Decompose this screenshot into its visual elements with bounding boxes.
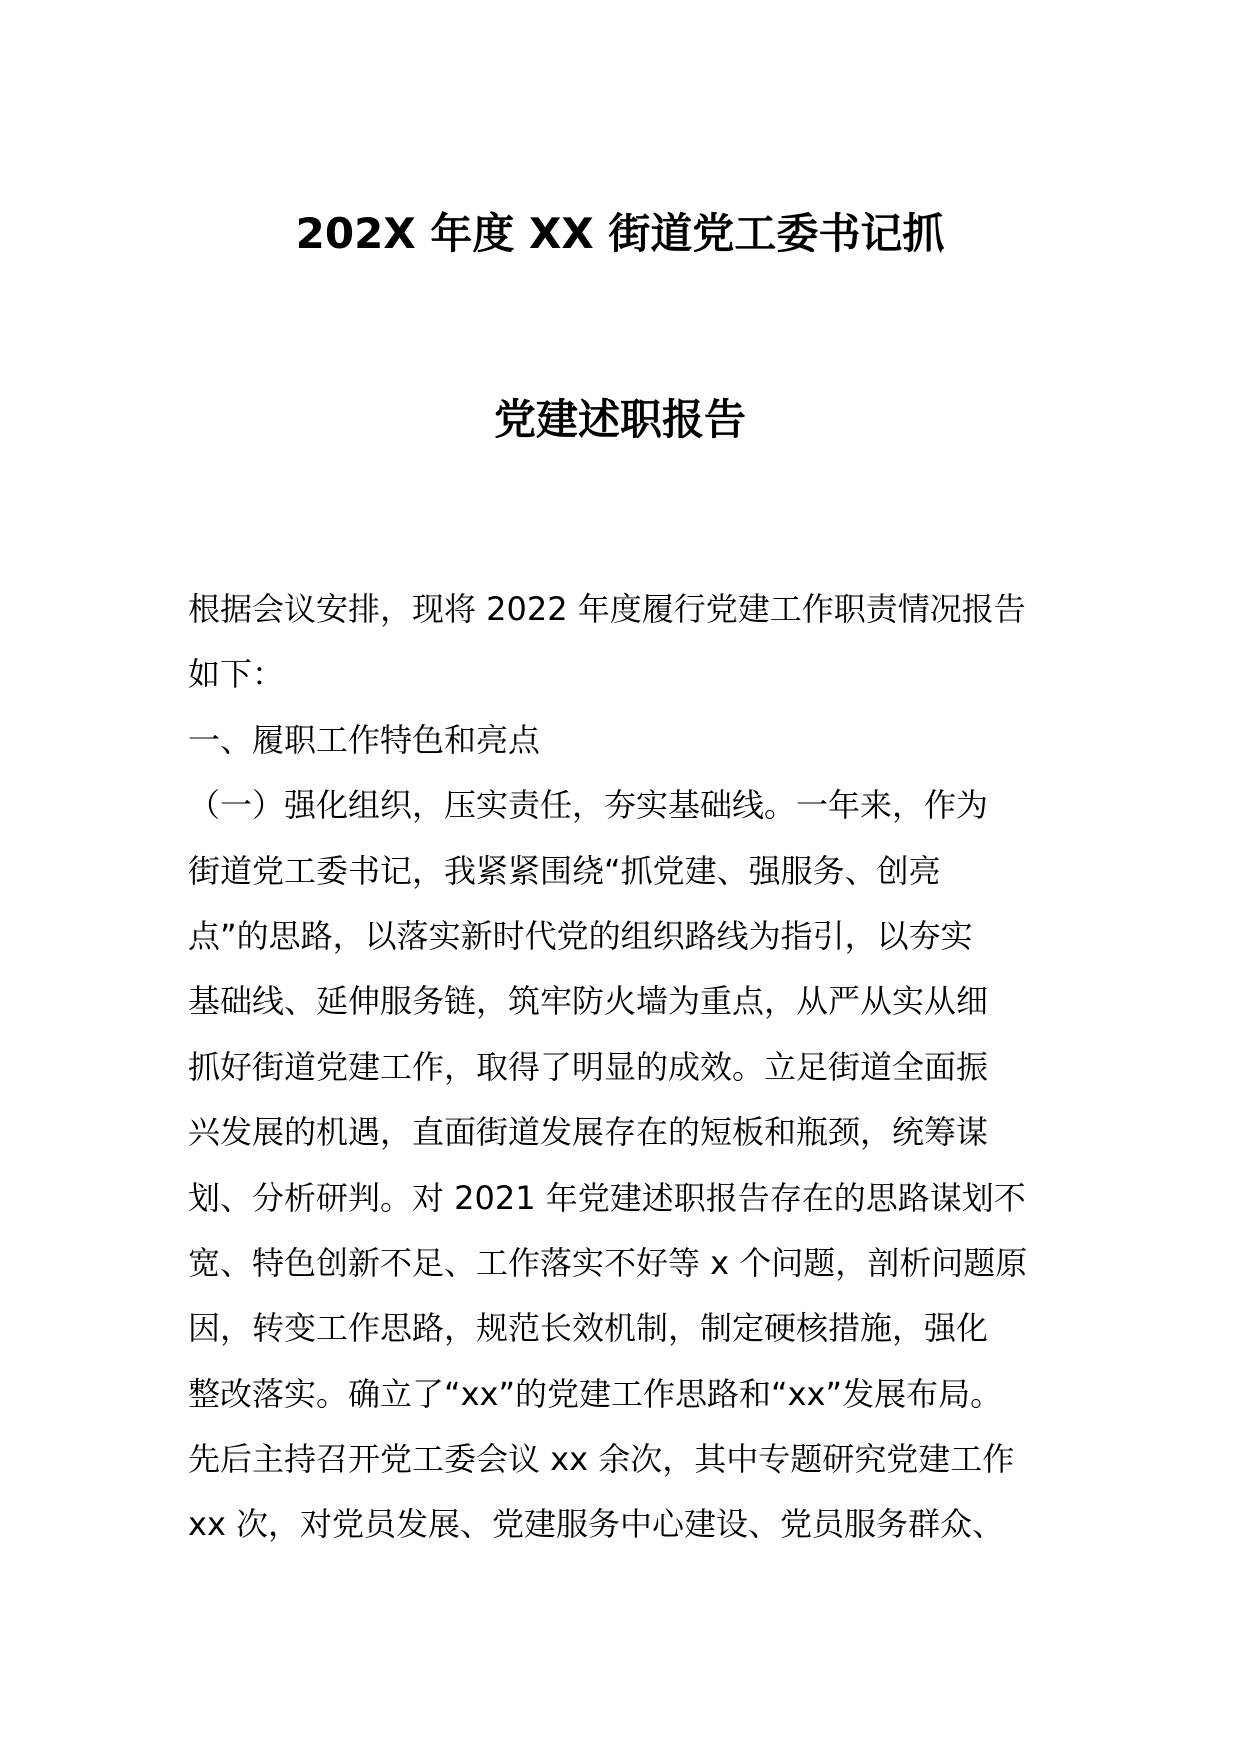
section-heading: 一、履职工作特色和亮点 [188,720,541,759]
body-line: 点”的思路，以落实新时代党的组织路线为指引，以夯实 [188,916,973,955]
body-line: 宽、特色创新不足、工作落实不好等 x 个问题，剖析问题原 [188,1243,1028,1282]
body-line: 基础线、延伸服务链，筑牢防火墙为重点，从严从实从细 [188,982,989,1021]
document-title-line-1: 202X 年度 XX 街道党工委书记抓 [295,209,945,258]
document-body [188,577,1068,1558]
body-line: 如下： [188,655,285,694]
body-line: 整改落实。确立了“xx”的党建工作思路和“xx”发展布局。 [188,1374,1003,1413]
body-line: xx 次，对党员发展、党建服务中心建设、党员服务群众、 [188,1505,1005,1544]
body-line: 兴发展的机遇，直面街道发展存在的短板和瓶颈，统筹谋 [188,1113,989,1152]
body-line: 因，转变工作思路，规范长效机制，制定硬核措施，强化 [188,1309,989,1348]
document-title-line-2: 党建述职报告 [493,395,746,444]
body-line: 街道党工委书记，我紧紧围绕“抓党建、强服务、创亮 [188,851,941,890]
body-line: 抓好街道党建工作，取得了明显的成效。立足街道全面振 [188,1047,989,1086]
body-line: 根据会议安排，现将 2022 年度履行党建工作职责情况报告 [188,590,1026,628]
body-line: 先后主持召开党工委会议 xx 余次，其中专题研究党建工作 [188,1440,1015,1479]
body-line: （一）强化组织，压实责任，夯实基础线。一年来，作为 [188,786,989,825]
body-line: 划、分析研判。对 2021 年党建述职报告存在的思路谋划不 [188,1178,1026,1217]
